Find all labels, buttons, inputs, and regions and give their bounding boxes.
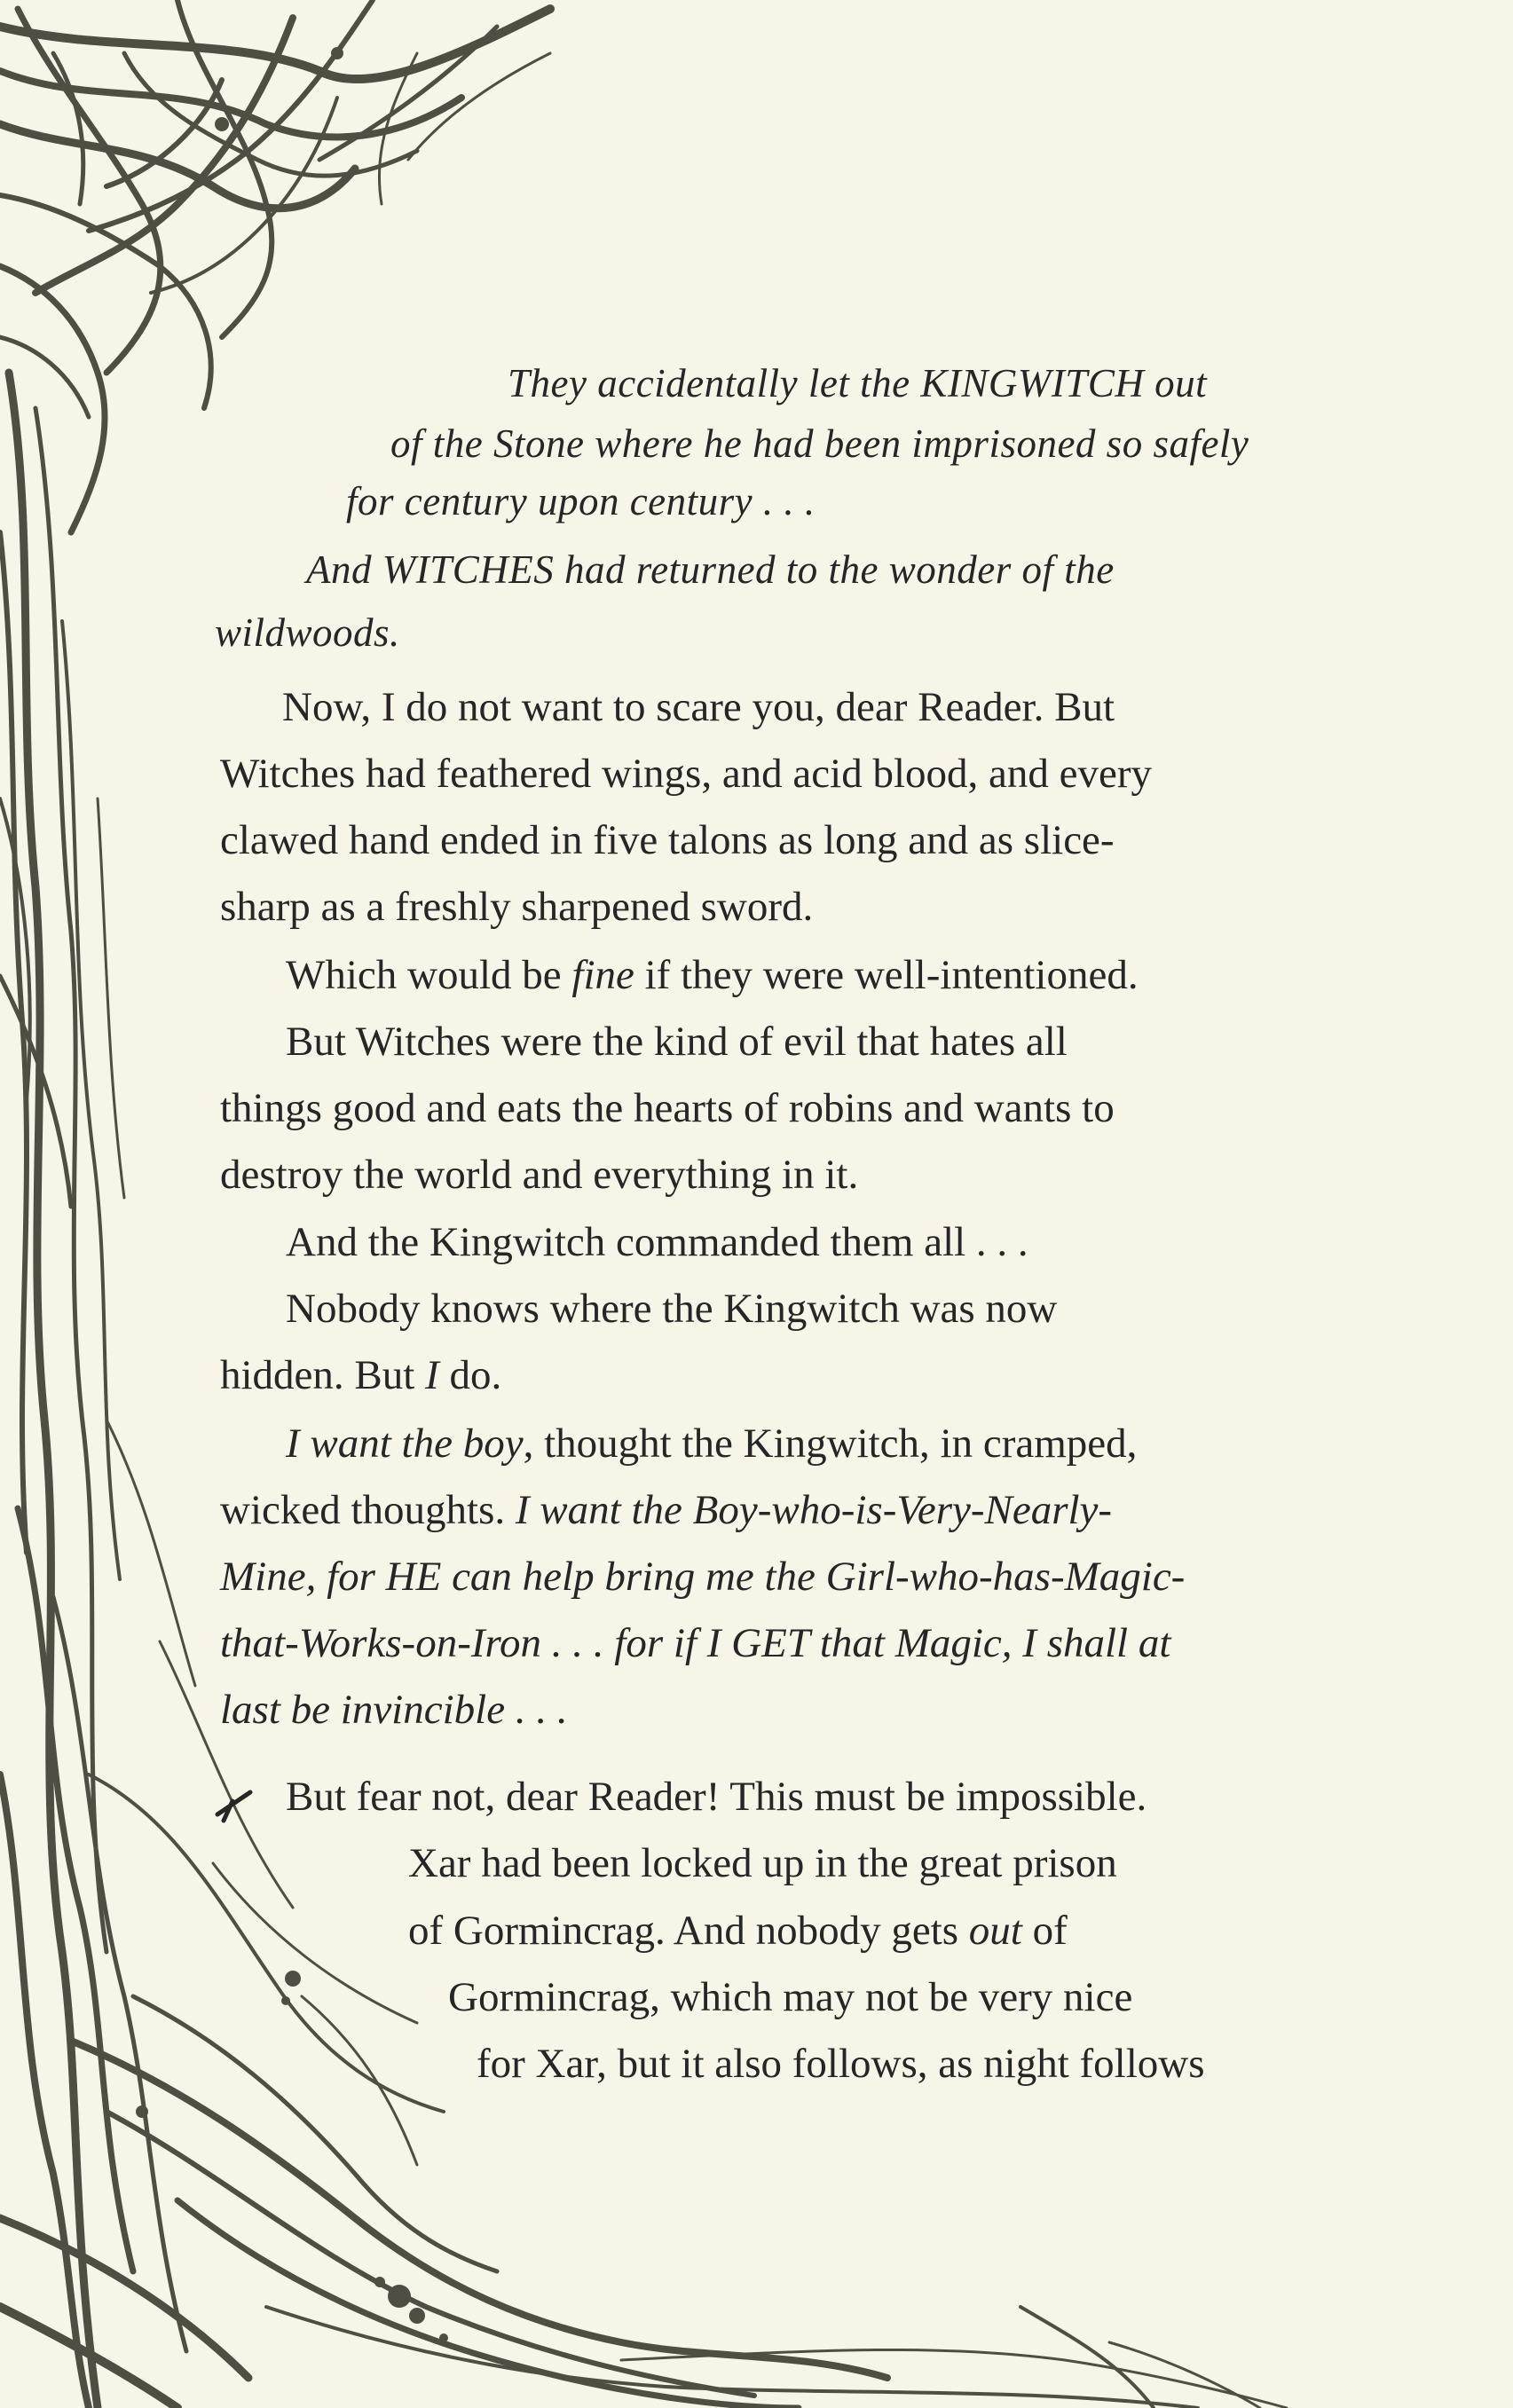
text-line: Witches had feathered wings, and acid blood, and every xyxy=(220,751,1152,797)
text-line: of the Stone where he had been imprisoned so safely xyxy=(390,421,1249,466)
text-line: Gormincrag, which may not be very nice xyxy=(448,1974,1133,2020)
text-line: destroy the world and everything in it. xyxy=(220,1152,859,1198)
text-line: of Gormincrag. And nobody gets out of xyxy=(408,1908,1068,1954)
text-line: Now, I do not want to scare you, dear Reader. But xyxy=(282,684,1115,730)
text-line: wildwoods. xyxy=(215,610,400,655)
text-line: Xar had been locked up in the great prison xyxy=(408,1840,1117,1886)
text-line: for century upon century . . . xyxy=(346,479,816,523)
text-line: Mine, for HE can help bring me the Girl-who-has-Magic- xyxy=(220,1554,1186,1600)
text-line: hidden. But I do. xyxy=(220,1352,502,1398)
text-line: sharp as a freshly sharpened sword. xyxy=(220,884,814,930)
text-line: Which would be fine if they were well-intentioned. xyxy=(286,952,1139,998)
text-line: I want the boy, thought the Kingwitch, in cramped, xyxy=(286,1420,1138,1467)
text-line: But Witches were the kind of evil that hates all xyxy=(286,1019,1068,1065)
text-line: wicked thoughts. I want the Boy-who-is-Very-Nearly- xyxy=(220,1487,1113,1533)
text-line: last be invincible . . . xyxy=(220,1687,568,1733)
text-line: And the Kingwitch commanded them all . . . xyxy=(286,1219,1028,1265)
text-line: But fear not, dear Reader! This must be impossible. xyxy=(286,1774,1147,1820)
text-line: things good and eats the hearts of robins and wants to xyxy=(220,1085,1115,1131)
text-line: clawed hand ended in five talons as long and as slice- xyxy=(220,817,1115,863)
text-line: They accidentally let the KINGWITCH out xyxy=(508,361,1208,405)
text-line: that-Works-on-Iron . . . for if I GET that Magic, I shall at xyxy=(220,1620,1171,1666)
text-line: for Xar, but it also follows, as night follows xyxy=(477,2041,1205,2087)
text-line: Nobody knows where the Kingwitch was now xyxy=(286,1286,1058,1332)
text-line: And WITCHES had returned to the wonder of the xyxy=(306,547,1115,592)
